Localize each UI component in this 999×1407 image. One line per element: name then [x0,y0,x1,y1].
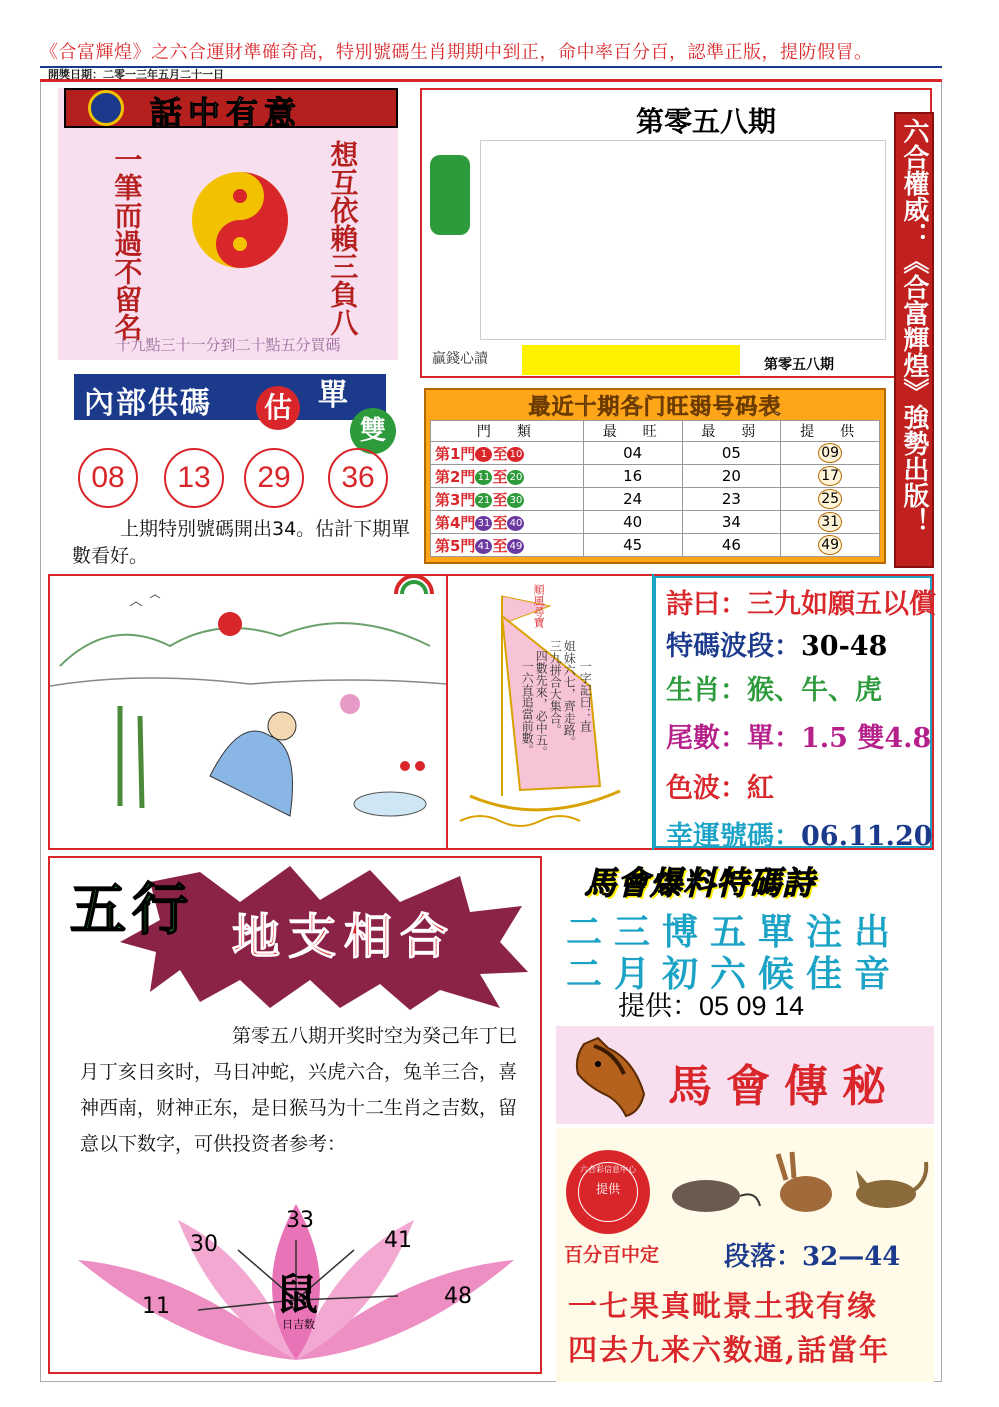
issue-title: 第零五八期 [636,105,777,138]
segment-line: 段落：32—44 [724,1242,901,1272]
redacted-box [480,140,886,340]
odd-label: 單 [318,378,348,413]
huazhong-left-line: 一筆而過不留名 [110,145,144,341]
draw-date: 開獎日期：二零一三年五月二十一日 [48,68,224,81]
lotus-num-4: 11 [142,1294,170,1319]
table-row [431,465,880,488]
pick-ball-2: 13 [164,448,224,508]
gate-cell: 第4門 31 至 40 [431,511,584,534]
scholar-illustration [50,576,446,848]
col-header: 最 旺 [583,421,682,442]
lotus-num-5: 48 [444,1284,472,1309]
col-header: 最 弱 [682,421,781,442]
pick-ball-1: 08 [78,448,138,508]
table-row [431,534,880,557]
wuxing-title-a: 五行 [70,877,194,943]
yellow-bar [522,345,740,375]
col-header: 門 類 [431,421,584,442]
give-cell: 31 [781,511,880,534]
wuxing-text: 第零五八期开奖时空为癸己年丁巳月丁亥日亥时，马日冲蛇，兴虎六合，兔羊三合，喜神西南，财神正东，是日猴马为十二生肖之吉数，留意以下数字，可供投资者参考： [80,1025,518,1156]
huazhong-right-line: 想互依賴三負八 [326,140,360,336]
poem-line-4: 尾數：單：1.5 雙4.8 [666,723,932,754]
decor-green-shape [430,155,470,235]
lotus-num-3: 41 [384,1228,412,1253]
authority-banner-text: 六合權威：《合富輝煌》強勢出版！ [898,118,929,534]
sail-col3: 三九拼合大集合。 [548,640,563,736]
poem-line-3: 生肖：猴、牛、虎 [666,675,882,706]
poem-line-1: 詩曰：三九如願五以償 [666,589,936,620]
horse-poem-line-1: 二三博五單注出 [566,911,903,953]
max-cell: 24 [583,488,682,511]
yinyang-icon [190,170,290,270]
gate-cell: 第5門 41 至 49 [431,534,584,557]
min-cell: 23 [682,488,781,511]
give-cell: 17 [781,465,880,488]
gate-table [430,420,880,557]
pick-ball-3: 29 [244,448,304,508]
give-cell: 25 [781,488,880,511]
sail-flag: 順風尋寶 [532,584,546,628]
wuxing-title-b: 地支相合 [232,909,457,965]
max-cell: 40 [583,511,682,534]
horse-provide: 提供：05 09 14 [618,991,805,1021]
gate-table-title: 最近十期各门旺弱号码表 [528,394,782,420]
divider [446,574,448,850]
header-banner: 《合富輝煌》之六合運財準確奇高，特別號碼生肖期期中到正，命中率百分百，認準正版，提防假冒。 [40,42,873,63]
poem-line-6: 幸運號碼：06.11.20 [666,821,933,852]
horse-poem-line-2: 二月初六候佳音 [566,953,903,995]
lotus-num-1: 33 [286,1208,314,1233]
poem-line-2: 特碼波段：30-48 [666,631,888,662]
issue-small-label: 第零五八期 [764,357,834,373]
gate-cell: 第1門 1 至 10 [431,442,584,465]
neibu-title: 內部供碼 [84,386,212,421]
sail-col5: 一六直追當前數。 [520,660,535,756]
horse-head-icon [564,1034,652,1120]
max-cell: 16 [583,465,682,488]
table-row [431,488,880,511]
min-cell: 34 [682,511,781,534]
guess-badge: 估 [256,386,300,430]
ending-line-1: 一七果真毗景土我有缘 [568,1289,879,1323]
even-badge: 雙 [350,408,396,454]
percent-label: 百分百中定 [564,1244,660,1266]
sail-col2: 姐妹六七，齊走路。 [562,640,577,748]
min-cell: 46 [682,534,781,557]
lotus-center: 鼠 [276,1270,319,1319]
zodiac-animals [660,1150,930,1230]
huazhong-time: 十九點三十一分到二十點五分買碼 [115,336,341,354]
pick-ball-4: 36 [328,448,388,508]
min-cell: 20 [682,465,781,488]
sail-col4: 四數先來，必中五。 [534,650,549,758]
col-header: 提 供 [781,421,880,442]
brand-logo-icon [88,90,124,126]
max-cell: 45 [583,534,682,557]
horse-club-title: 馬會爆料特碼詩 [584,864,816,902]
poem-line-5: 色波：紅 [666,773,774,804]
min-cell: 05 [682,442,781,465]
lotus-sub: 日吉数 [282,1318,315,1331]
give-cell: 09 [781,442,880,465]
table-row [431,511,880,534]
lotus-num-2: 30 [190,1232,218,1257]
earn-label: 贏錢心讀 [432,351,488,367]
ending-line-2: 四去九来六数通,話當年 [568,1333,891,1367]
gate-cell: 第2門 11 至 20 [431,465,584,488]
info-seal: 六合彩信息中心 提供 [566,1150,650,1234]
neibu-note: 上期特別號碼開出34。估計下期單數看好。 [72,518,411,567]
sail-col1: 一字記曰：直 [578,660,593,732]
max-cell: 04 [583,442,682,465]
secret-title: 馬會傳秘 [668,1061,900,1112]
gate-cell: 第3門 21 至 30 [431,488,584,511]
huazhong-title: 話中有意 [150,94,303,132]
table-row [431,442,880,465]
give-cell: 49 [781,534,880,557]
